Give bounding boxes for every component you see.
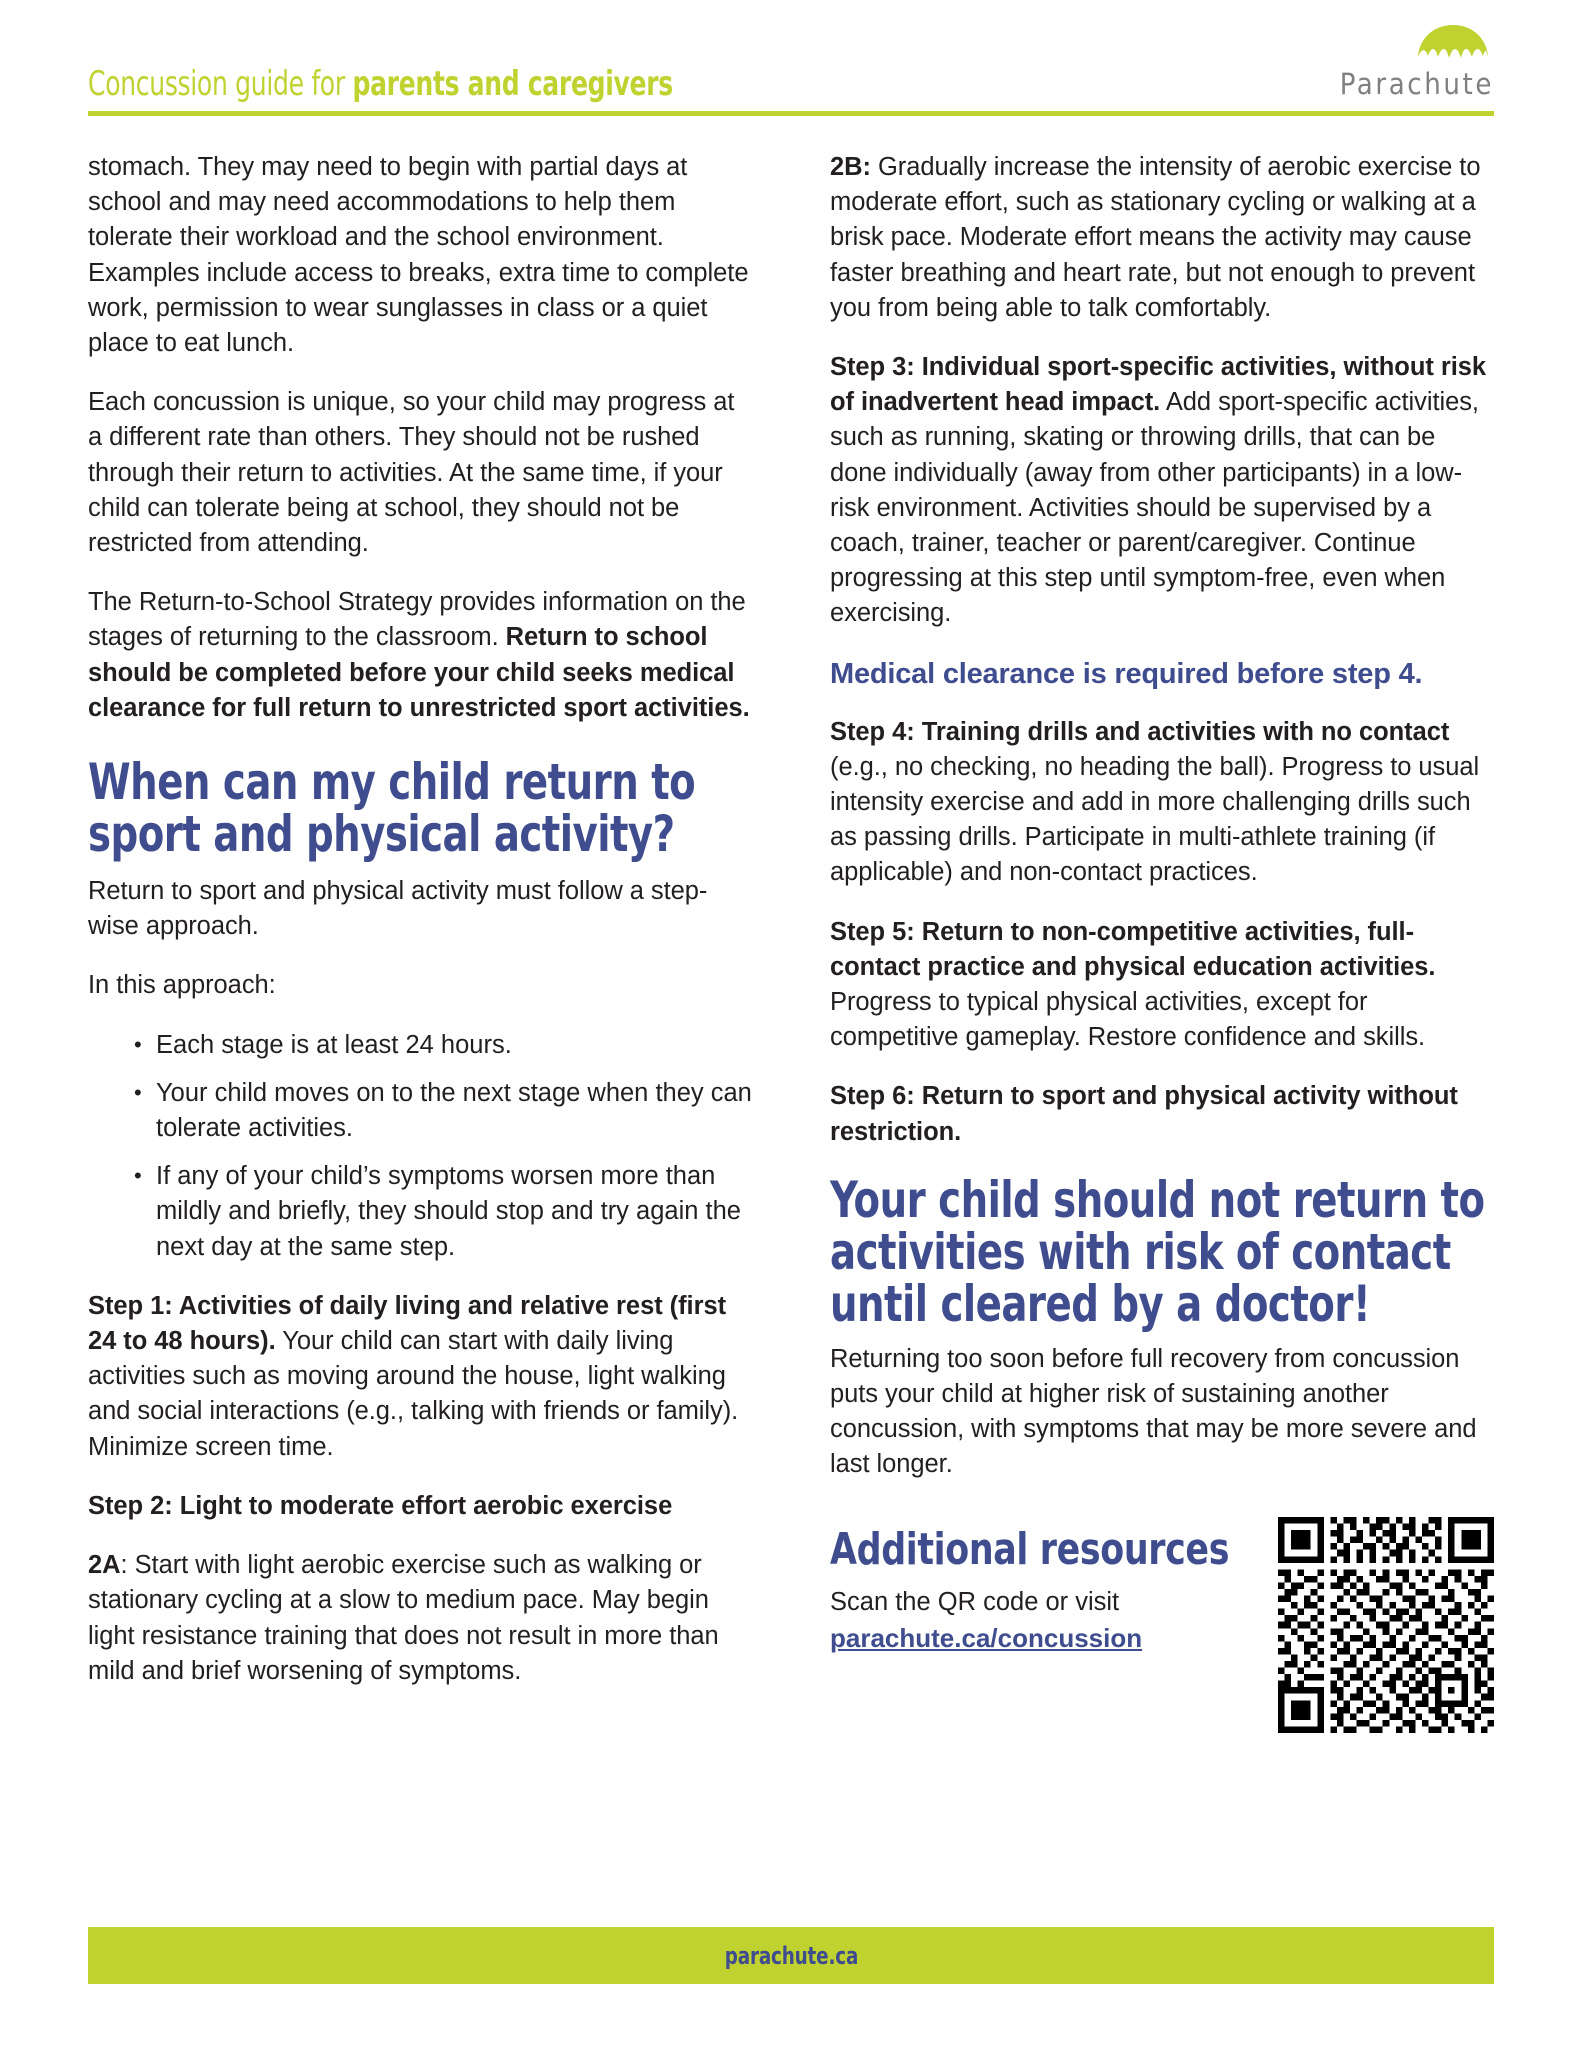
step-4-body: (e.g., no checking, no heading the ball). Progress to usual intensity exercise and add in more challenging drills such as passing drills. Participate in multi-athlete training (if applicable) and non-contact practices.: [830, 752, 1480, 887]
paragraph-step-2: [88, 1489, 752, 1524]
rts-bold: Return to school should be completed before your child seeks medical clearance for full return to unrestricted sport activities.: [88, 623, 750, 722]
step-1-body: Your child can start with daily living activities such as moving around the house, light walking and social interactions (e.g., talking with friends or family). Minimize screen time.: [88, 1327, 739, 1461]
resources-text-block: [830, 1517, 1252, 1656]
step-2b-body: Gradually increase the intensity of aerobic exercise to moderate effort, such as stationary cycling or walking at a brisk pace. Moderate effort means the activity may cause faster breathing and heart rate, but not enough to prevent you from being able to talk comfortably.: [830, 153, 1481, 322]
page-footer: [88, 1927, 1494, 1984]
right-column: [830, 150, 1494, 1733]
parachute-concussion-link[interactable]: parachute.ca/concussion: [830, 1622, 1143, 1653]
paragraph-step-3: [830, 350, 1494, 632]
rts-regular: The Return-to-School Strategy provides information on the stages of returning to the classroom.: [88, 588, 746, 652]
heading-return-to-sport: When can my child return to sport and physical activity?: [88, 753, 696, 864]
paragraph-return-to-school-strategy: [88, 585, 752, 726]
content-columns: [88, 150, 1494, 1733]
header-title-bold: parents and caregivers: [352, 64, 673, 104]
step-3-body: Add sport-specific activities, such as running, skating or throwing drills, that can be done individually (away from other participants) in a low-risk environment. Activities should be supervised by a coach, trainer, teacher or parent/caregiver. Continue progressing at this step until symptom-free, even when exercising.: [830, 388, 1479, 628]
step-5-label: Step 5: Return to non-competitive activities, full-contact practice and physical education activities.: [830, 917, 1436, 981]
step-3-label: Step 3: Individual sport-specific activities, without risk of inadvertent head impact.: [830, 353, 1486, 417]
paragraph-step-2b: [830, 150, 1494, 326]
paragraph-step-6: [830, 1079, 1494, 1149]
header-title: [88, 64, 673, 104]
footer-url[interactable]: parachute.ca: [724, 1941, 858, 1970]
step-2a-label: 2A: [88, 1551, 121, 1580]
paragraph-step-2a: [88, 1548, 752, 1689]
approach-bullet-list: [88, 1028, 752, 1265]
step-2b-label: 2B:: [830, 153, 871, 181]
list-item: • If any of your child’s symptoms worsen more than mildly and briefly, they should stop and try again the next day at the same step.: [134, 1159, 752, 1265]
heading-warning-no-return: Your child should not return to activities with risk of contact until cleared by a doctor!: [830, 1170, 1485, 1333]
logo-wordmark: Parachute: [1339, 67, 1494, 101]
resources-instruction: Scan the QR code or visit: [830, 1587, 1120, 1616]
step-5-body: Progress to typical physical activities, except for competitive gameplay. Restore confidence and skills.: [830, 988, 1426, 1052]
paragraph-stomach: stomach. They may need to begin with partial days at school and may need accommodations to help them tolerate their workload and the school environment. Examples include access to breaks, extra time to complete work, permission to wear sunglasses in class or a quiet place to eat lunch.: [88, 153, 749, 358]
step-2a-body: : Start with light aerobic exercise such as walking or stationary cycling at a slow to medium pace. May begin light resistance training that does not result in more than mild and brief worsening of symptoms.: [88, 1551, 719, 1685]
list-item: • Your child moves on to the next stage when they can tolerate activities.: [134, 1076, 752, 1146]
left-column: [88, 150, 752, 1733]
parachute-canopy-icon: [1418, 25, 1488, 65]
list-item: • Each stage is at least 24 hours.: [134, 1028, 752, 1063]
page-header: [88, 38, 1494, 116]
paragraph-stepwise-approach: Return to sport and physical activity must follow a step-wise approach.: [88, 877, 708, 941]
paragraph-returning-too-soon: Returning too soon before full recovery from concussion puts your child at higher risk of sustaining another concussion, with symptoms that may be more severe and last longer.: [830, 1344, 1477, 1479]
step-2-label: Step 2: Light to moderate effort aerobic exercise: [88, 1491, 673, 1520]
step-4-label: Step 4: Training drills and activities with no contact: [830, 717, 1450, 746]
step-1-label: Step 1: Activities of daily living and relative rest (first 24 to 48 hours).: [88, 1291, 727, 1356]
step-6-label: Step 6: Return to sport and physical activity without restriction.: [830, 1082, 1458, 1146]
paragraph-step-4: [830, 715, 1494, 891]
heading-medical-clearance: Medical clearance is required before step 4.: [830, 657, 1423, 690]
paragraph-step-5: [830, 915, 1494, 1056]
additional-resources-section: [830, 1517, 1494, 1733]
header-title-regular: Concussion guide for: [88, 64, 353, 104]
parachute-logo: [1339, 27, 1494, 101]
heading-additional-resources: Additional resources: [830, 1523, 1230, 1575]
paragraph-step-1: [88, 1289, 752, 1465]
paragraph-each-concussion: Each concussion is unique, so your child may progress at a different rate than others. They should not be rushed through their return to activities. At the same time, if your child can tolerate being at school, they should not be restricted from attending.: [88, 388, 735, 558]
paragraph-in-this-approach: In this approach:: [88, 971, 276, 1000]
qr-code-icon[interactable]: [1278, 1517, 1494, 1733]
